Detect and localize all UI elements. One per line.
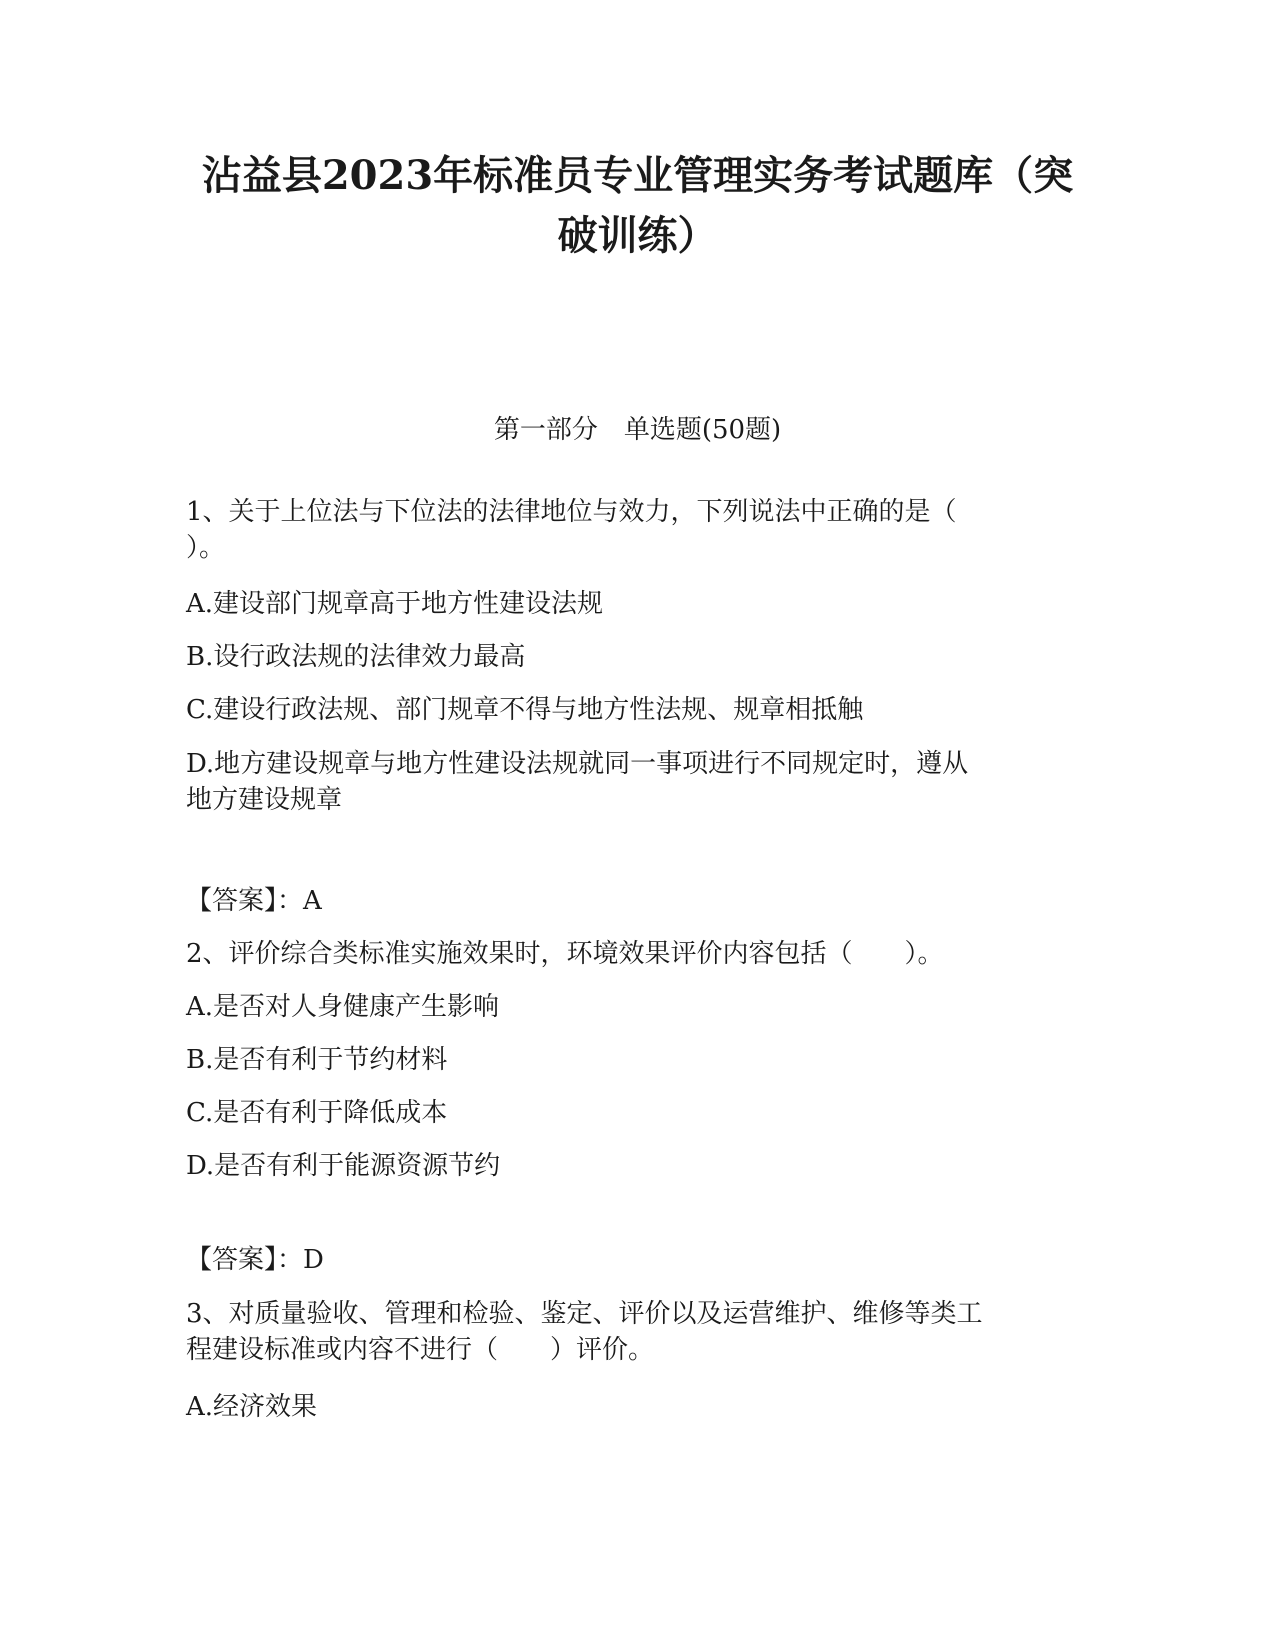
title-line-2: 破训练） (557, 212, 718, 259)
question-3-stem-line-1: 3、对质量验收、管理和检验、鉴定、评价以及运营维护、维修等类工 (186, 1299, 983, 1329)
title-line-1: 沾益县2023年标准员专业管理实务考试题库（突 (201, 152, 1074, 199)
question-1-option-a: A.建设部门规章高于地方性建设法规 (186, 589, 604, 619)
question-2-stem: 2、评价综合类标准实施效果时，环境效果评价内容包括（ ）。 (186, 939, 944, 969)
question-2-option-d: D.是否有利于能源资源节约 (186, 1151, 501, 1181)
question-2-option-a: A.是否对人身健康产生影响 (186, 992, 500, 1022)
document-title (150, 146, 1125, 266)
question-1-answer: 【答案】：A (186, 886, 322, 916)
question-1-stem-line-1: 1、关于上位法与下位法的法律地位与效力，下列说法中正确的是（ (186, 497, 957, 527)
question-2-option-c: C.是否有利于降低成本 (186, 1098, 448, 1128)
question-3-stem (186, 1296, 1066, 1368)
question-3-stem-line-2: 程建设标准或内容不进行（ ）评价。 (186, 1335, 655, 1365)
section-heading: 第一部分 单选题(50题) (493, 415, 782, 445)
question-1-stem-line-2: ）。 (186, 533, 226, 563)
question-1-option-d-line-1: D.地方建设规章与地方性建设法规就同一事项进行不同规定时，遵从 (186, 749, 969, 779)
question-1-option-b: B.设行政法规的法律效力最高 (186, 642, 526, 672)
question-3-option-a: A.经济效果 (186, 1392, 318, 1422)
question-2-option-b: B.是否有利于节约材料 (186, 1045, 448, 1075)
question-1-option-d-line-2: 地方建设规章 (186, 785, 343, 815)
question-1-option-c: C.建设行政法规、部门规章不得与地方性法规、规章相抵触 (186, 695, 864, 725)
question-1-option-d (186, 746, 1066, 818)
question-1-stem (186, 494, 1066, 566)
question-2-answer: 【答案】：D (186, 1245, 324, 1275)
